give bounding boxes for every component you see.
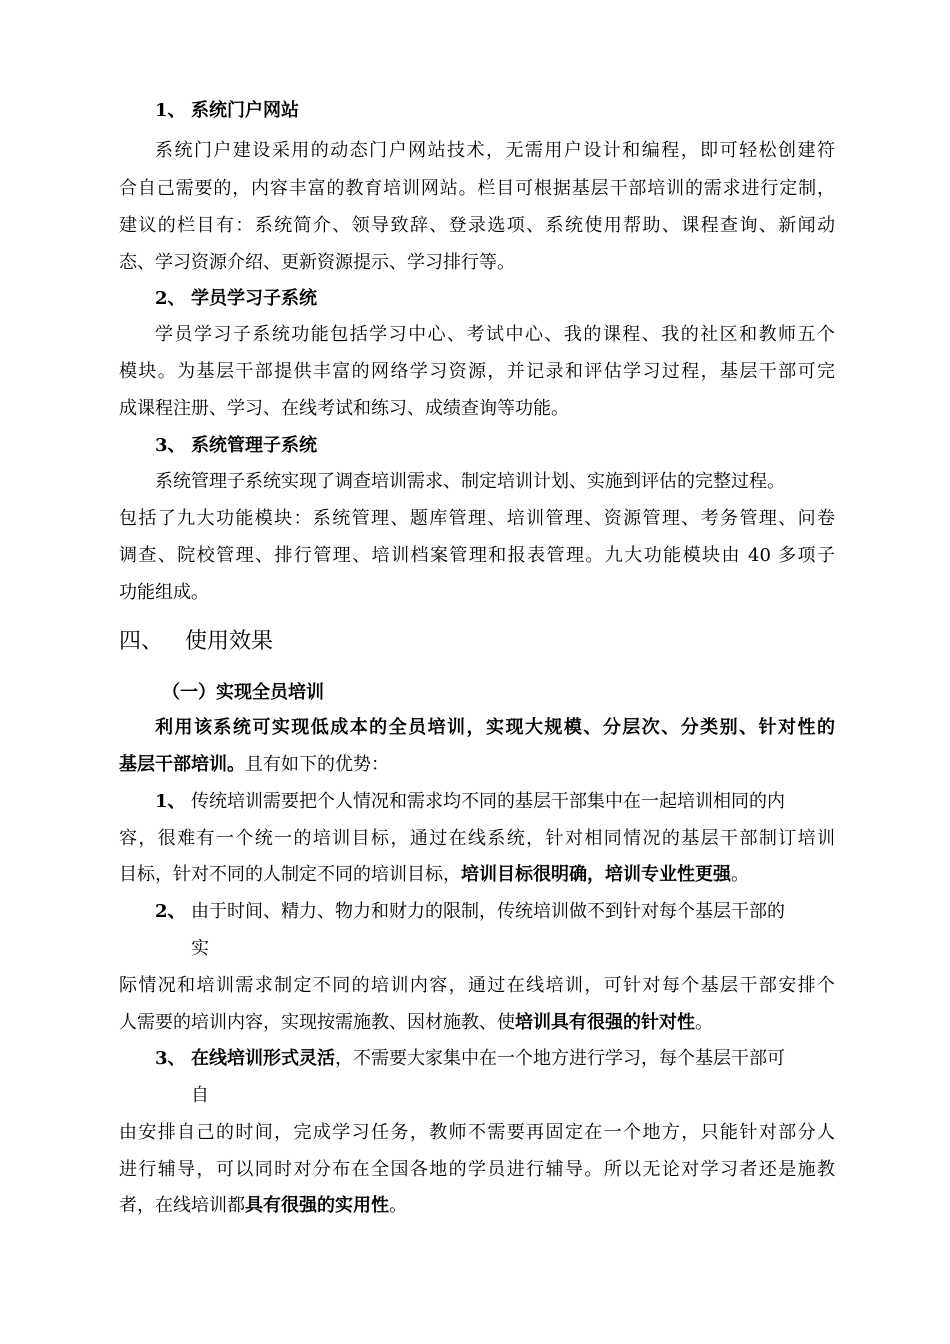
item-1-line-2: 容，很难有一个统一的培训目标，通过在线系统，针对相同情况的基层干部制订培训 bbox=[119, 828, 835, 849]
item-3-text-4a: 者，在线培训都 bbox=[119, 1195, 245, 1216]
section-3-number: 3、 bbox=[155, 435, 186, 456]
section-2-line-2: 模块。为基层干部提供丰富的网络学习资源，并记录和评估学习过程，基层干部可完 bbox=[119, 361, 835, 382]
item-2-text-3c: 。 bbox=[695, 1012, 713, 1033]
section-3-line-3: 调查、院校管理、排行管理、培训档案管理和报表管理。九大功能模块由 40 多项子 bbox=[119, 545, 835, 566]
section-3-title: 系统管理子系统 bbox=[191, 435, 317, 456]
item-3-text-4c: 。 bbox=[389, 1195, 407, 1216]
item-3-line-4 bbox=[119, 1194, 835, 1218]
item-3-bold-text: 在线培训形式灵活 bbox=[191, 1048, 335, 1069]
item-1-line-1 bbox=[155, 790, 835, 814]
item-1-text-1: 传统培训需要把个人情况和需求均不同的基层干部集中在一起培训相同的内 bbox=[191, 791, 785, 812]
chapter-4-title: 使用效果 bbox=[185, 629, 274, 654]
section-2-title: 学员学习子系统 bbox=[191, 288, 317, 309]
intro-line-1: 利用该系统可实现低成本的全员培训，实现大规模、分层次、分类别、针对性的 bbox=[155, 717, 835, 738]
section-1-title: 系统门户网站 bbox=[191, 100, 299, 121]
section-1-line-2: 合自己需要的，内容丰富的教育培训网站。栏目可根据基层干部培训的需求进行定制， bbox=[119, 178, 835, 199]
item-1-text-3a: 目标，针对不同的人制定不同的培训目标， bbox=[119, 864, 461, 885]
section-3-line-1: 系统管理子系统实现了调查培训需求、制定培训计划、实施到评估的完整过程。 bbox=[155, 471, 785, 492]
subsection-heading: （一）实现全员培训 bbox=[162, 682, 324, 703]
item-2-bold-text: 培训具有很强的针对性 bbox=[515, 1012, 695, 1033]
item-3-line-2: 由安排自己的时间，完成学习任务，教师不需要再固定在一个地方，只能针对部分人 bbox=[119, 1122, 835, 1143]
item-2-line-1-wrap: 实 bbox=[191, 938, 209, 959]
intro-bold-text: 基层干部培训。 bbox=[119, 754, 245, 775]
section-2-line-3: 成课程注册、学习、在线考试和练习、成绩查询等功能。 bbox=[119, 398, 569, 419]
section-2-line-1: 学员学习子系统功能包括学习中心、考试中心、我的课程、我的社区和教师五个 bbox=[155, 324, 835, 345]
item-2-number: 2、 bbox=[155, 901, 186, 922]
item-1-text-3c: 。 bbox=[731, 864, 749, 885]
item-3-line-1-wrap: 自 bbox=[191, 1085, 209, 1106]
item-2-line-2: 际情况和培训需求制定不同的培训内容，通过在线培训，可针对每个基层干部安排个 bbox=[119, 975, 835, 996]
section-1-heading bbox=[155, 99, 871, 123]
item-2-line-1 bbox=[155, 900, 835, 924]
item-3-text-1: ，不需要大家集中在一个地方进行学习，每个基层干部可 bbox=[335, 1048, 785, 1069]
section-3-line-4: 功能组成。 bbox=[119, 582, 209, 603]
intro-tail-text: 且有如下的优势： bbox=[245, 754, 389, 775]
item-3-line-1 bbox=[155, 1047, 835, 1071]
section-3-heading bbox=[155, 434, 871, 458]
section-1-line-1: 系统门户建设采用的动态门户网站技术，无需用户设计和编程，即可轻松创建符 bbox=[155, 140, 835, 161]
item-3-number: 3、 bbox=[155, 1048, 186, 1069]
section-1-line-3: 建议的栏目有：系统简介、领导致辞、登录选项、系统使用帮助、课程查询、新闻动 bbox=[119, 215, 835, 236]
intro-line-2 bbox=[119, 753, 835, 777]
item-1-number: 1、 bbox=[155, 791, 186, 812]
section-2-number: 2、 bbox=[155, 288, 186, 309]
item-3-bold-text-2: 具有很强的实用性 bbox=[245, 1195, 389, 1216]
item-2-line-3 bbox=[119, 1011, 835, 1035]
section-2-heading bbox=[155, 287, 871, 311]
item-1-bold-text: 培训目标很明确，培训专业性更强 bbox=[461, 864, 731, 885]
chapter-4-heading bbox=[119, 628, 835, 656]
item-2-text-1: 由于时间、精力、物力和财力的限制，传统培训做不到针对每个基层干部的 bbox=[191, 901, 785, 922]
section-1-line-4: 态、学习资源介绍、更新资源提示、学习排行等。 bbox=[119, 252, 515, 273]
item-1-line-3 bbox=[119, 863, 835, 887]
section-1-number: 1、 bbox=[155, 100, 186, 121]
chapter-4-number: 四、 bbox=[119, 629, 164, 654]
item-3-line-3: 进行辅导，可以同时对分布在全国各地的学员进行辅导。所以无论对学习者还是施教 bbox=[119, 1159, 835, 1180]
item-2-text-3a: 人需要的培训内容，实现按需施教、因材施教、使 bbox=[119, 1012, 515, 1033]
section-3-line-2: 包括了九大功能模块：系统管理、题库管理、培训管理、资源管理、考务管理、问卷 bbox=[119, 508, 835, 529]
